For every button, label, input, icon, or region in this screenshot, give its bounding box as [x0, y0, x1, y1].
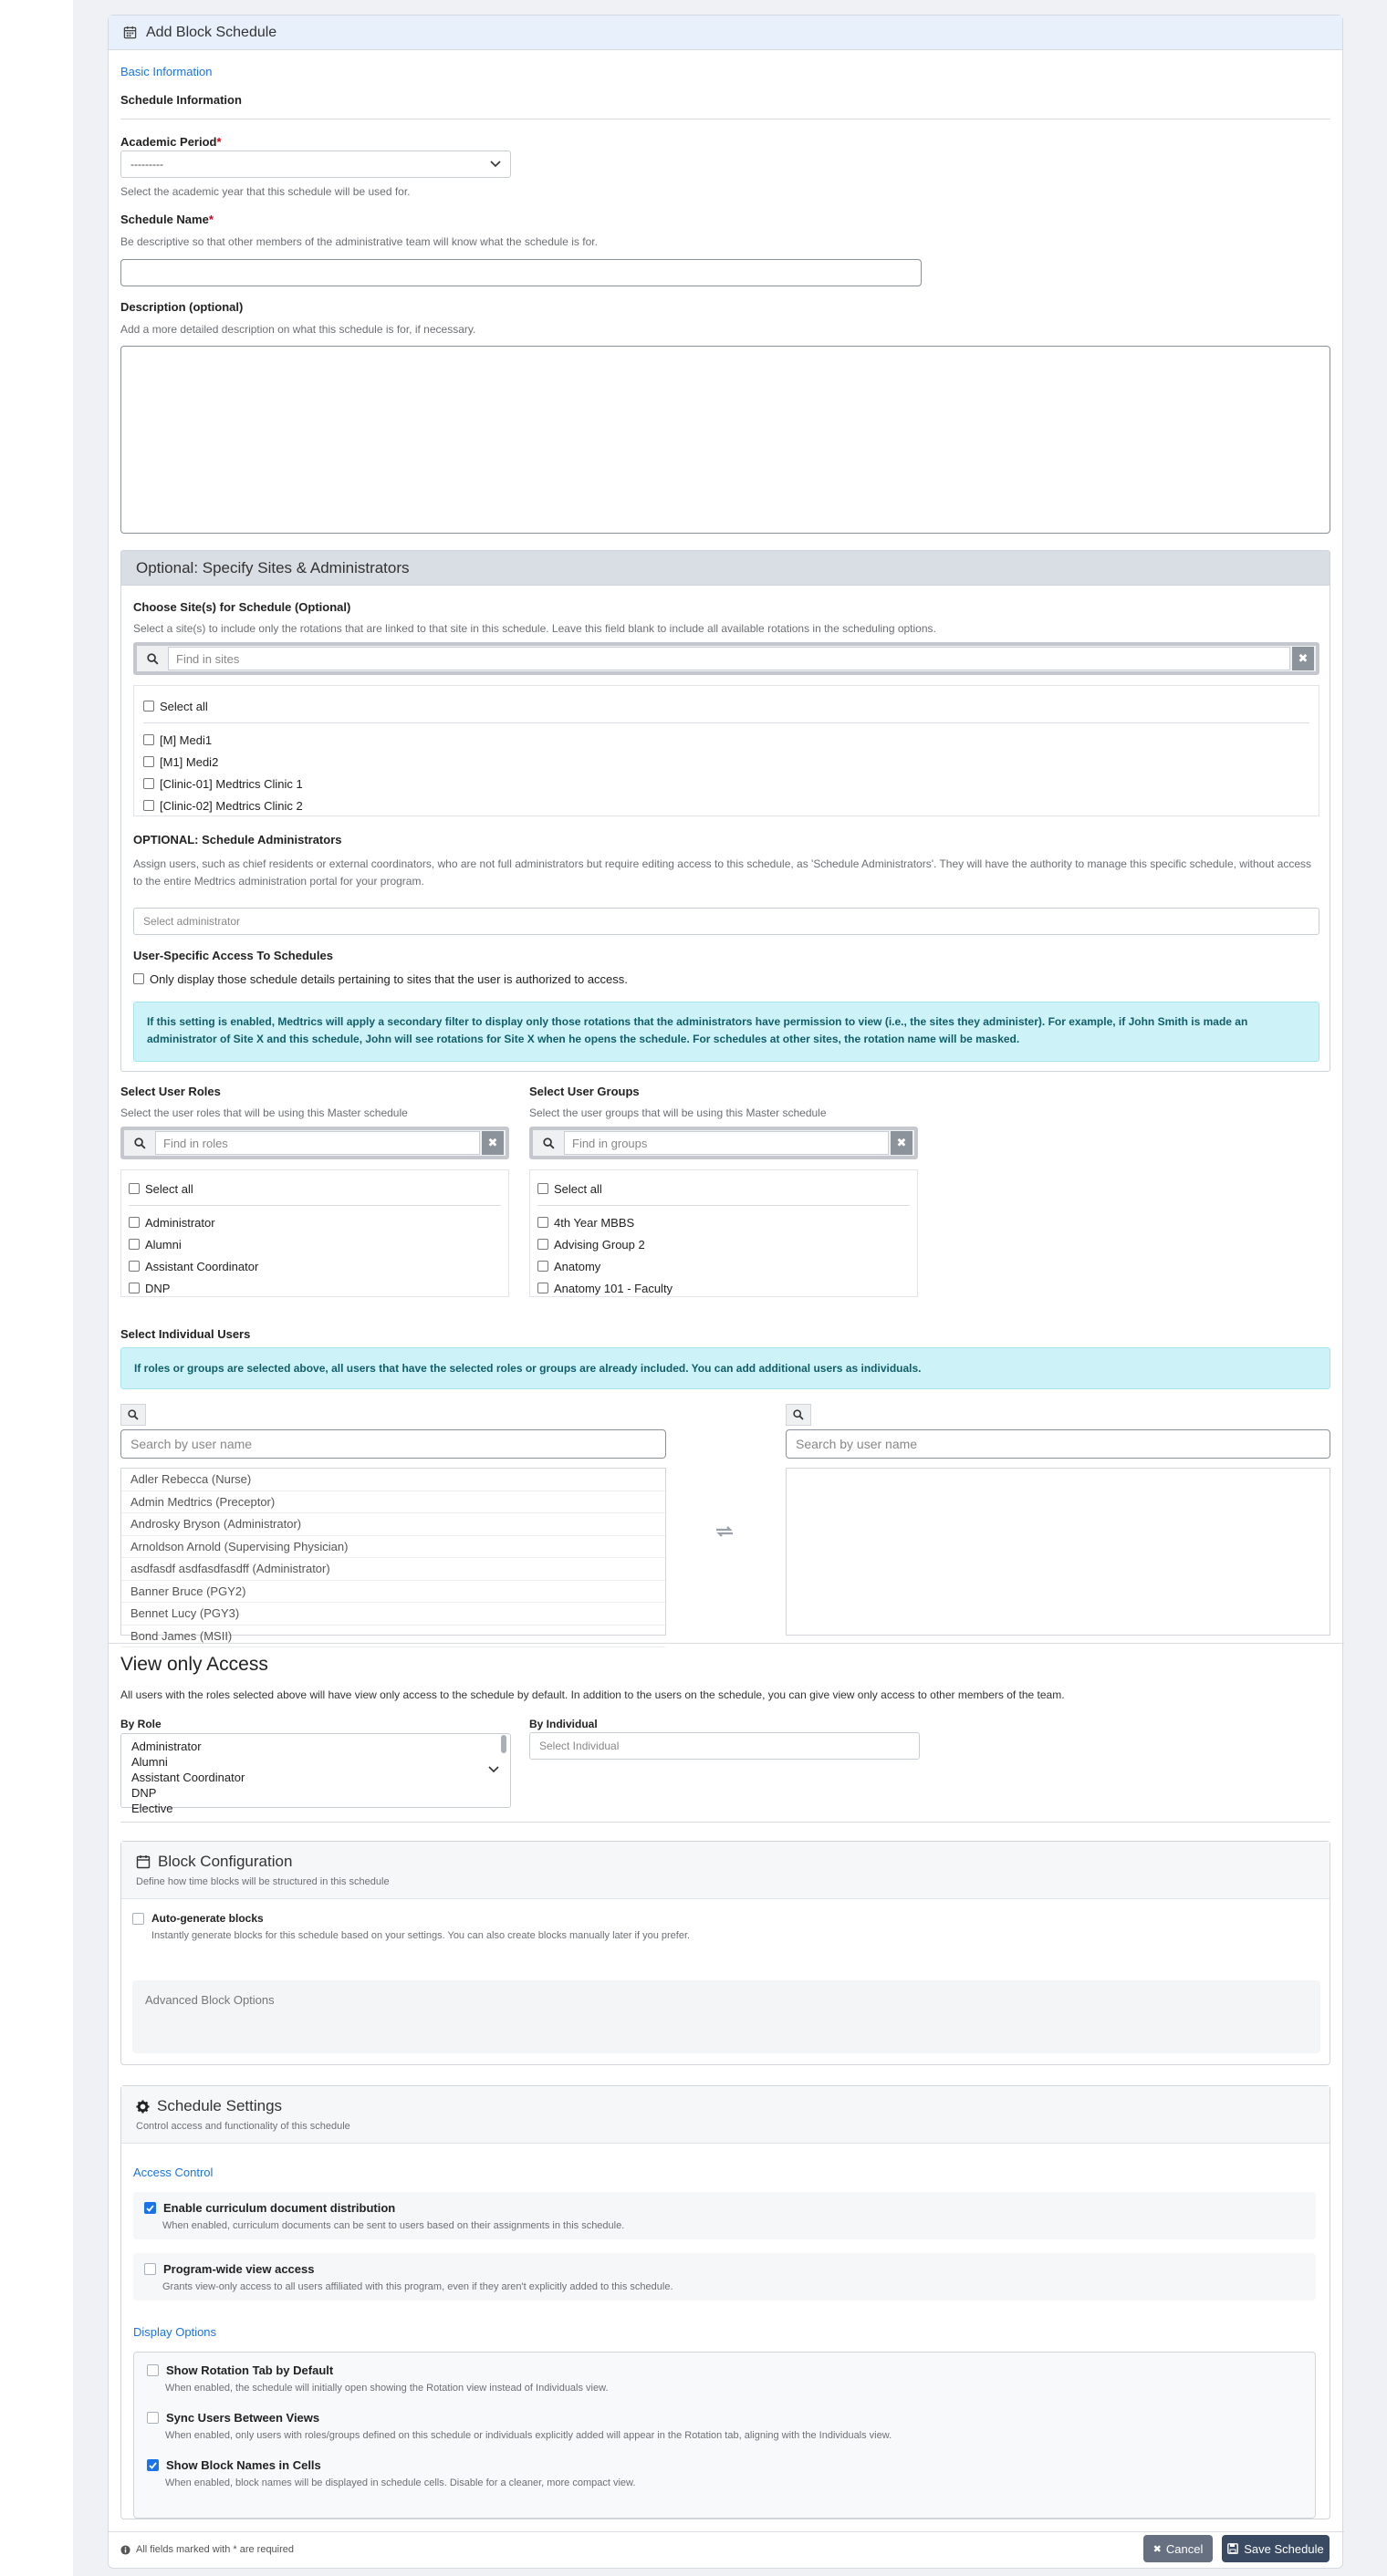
option-title: Program-wide view access [163, 2262, 315, 2276]
view-only-individual-select[interactable]: Select Individual [529, 1732, 920, 1760]
user-roles-label: Select User Roles [120, 1085, 221, 1098]
add-block-schedule-card [108, 15, 1343, 2569]
divider [143, 722, 1309, 723]
cancel-button[interactable]: ✖ Cancel [1143, 2535, 1213, 2562]
view-only-title: View only Access [120, 1654, 268, 1675]
view-only-description: All users with the roles selected above will have view only access to the schedule by default. In addition to the users on the schedule, you can give view only access to other members of the team. [120, 1688, 1065, 1701]
individual-users-alert: If roles or groups are selected above, all users that have the selected roles or groups are already included. You can add additional users as individuals. [120, 1347, 1330, 1389]
auto-generate-title: Auto-generate blocks [151, 1912, 264, 1925]
groups-clear-button[interactable]: ✖ [891, 1131, 912, 1155]
program-wide-access-checkbox[interactable] [144, 2263, 156, 2275]
checkbox[interactable] [143, 756, 154, 767]
sync-users-checkbox[interactable] [147, 2412, 159, 2424]
chevron-down-icon [488, 1766, 499, 1773]
curriculum-distribution-checkbox[interactable] [144, 2202, 156, 2214]
sites-list [133, 685, 1319, 816]
left-user-search-input[interactable]: Search by user name [120, 1429, 666, 1459]
schedule-name-help: Be descriptive so that other members of the administrative team will know what the schedule is for. [120, 235, 598, 248]
groups-select-all[interactable]: Select all [537, 1178, 917, 1200]
divider [120, 1822, 1330, 1823]
site-item[interactable]: [M] Medi1 [143, 729, 1319, 751]
scrollbar[interactable] [501, 1735, 506, 1753]
curriculum-distribution-option [133, 2192, 1316, 2239]
role-item[interactable]: DNP [129, 1277, 508, 1299]
advanced-block-options[interactable] [132, 1980, 1320, 2053]
divider [129, 1205, 501, 1206]
access-control-heading: Access Control [133, 2166, 214, 2179]
divider [109, 2531, 1344, 2532]
display-options-heading: Display Options [133, 2325, 217, 2339]
search-icon [124, 1130, 155, 1156]
display-options-group [133, 2352, 1316, 2519]
search-icon [137, 646, 168, 671]
card-header [109, 16, 1342, 50]
sites-clear-button[interactable]: ✖ [1292, 647, 1314, 670]
access-info-alert: If this setting is enabled, Medtrics will apply a secondary filter to display only those rotations that the administrators have permission to view (i.e., the sites they administer). For example, if John Smith is made an administrator of Site X and this schedule, John will see rotations for Site X when he opens the schedule. For schedules at other sites, the rotation name will be masked. [133, 1002, 1319, 1062]
user-groups-label: Select User Groups [529, 1085, 640, 1098]
checkbox[interactable] [129, 1283, 140, 1293]
view-only-roles-multiselect[interactable] [120, 1733, 511, 1815]
option-title: Show Rotation Tab by Default [166, 2363, 334, 2377]
selected-users-list [786, 1468, 1330, 1636]
option-title: Show Block Names in Cells [166, 2458, 321, 2472]
user-list-item[interactable]: Banner Bruce (PGY2) [121, 1581, 665, 1604]
group-item[interactable]: Advising Group 2 [537, 1233, 917, 1255]
gear-icon [136, 2100, 150, 2114]
checkbox[interactable] [537, 1183, 548, 1194]
administrator-select[interactable]: Select administrator [133, 908, 1319, 935]
block-configuration-subtitle: Define how time blocks will be structured in this schedule [136, 1876, 390, 1887]
transfer-icon[interactable] [714, 1525, 735, 1541]
checkbox[interactable] [143, 734, 154, 745]
search-icon [533, 1130, 564, 1156]
schedule-name-label: Schedule Name* [120, 213, 214, 226]
right-search-button[interactable] [786, 1404, 811, 1426]
show-rotation-tab-checkbox[interactable] [147, 2364, 159, 2376]
role-item[interactable]: Alumni [129, 1233, 508, 1255]
sites-administrators-panel [120, 550, 1330, 1072]
schedule-name-input[interactable] [120, 259, 922, 286]
academic-period-label: Academic Period* [120, 135, 222, 149]
schedule-settings-title: Schedule Settings [157, 2097, 283, 2114]
available-users-list [120, 1468, 666, 1643]
groups-search [529, 1127, 918, 1159]
site-item[interactable]: [Clinic-01] Medtrics Clinic 1 [143, 773, 1319, 795]
choose-sites-help: Select a site(s) to include only the rotations that are linked to that site in this schedule. Leave this field blank to include all available rotations in the scheduling options. [133, 622, 936, 635]
user-list-item[interactable]: Androsky Bryson (Administrator) [121, 1513, 665, 1536]
divider [109, 1643, 1344, 1644]
user-specific-access-checkbox-row[interactable]: Only display those schedule details pertaining to sites that the user is authorized to access. [133, 968, 628, 990]
roles-search-input[interactable]: Find in roles [155, 1131, 480, 1155]
user-list-item[interactable]: Arnoldson Arnold (Supervising Physician) [121, 1536, 665, 1559]
role-option[interactable]: Alumni [131, 1755, 168, 1769]
by-individual-label: By Individual [529, 1718, 598, 1730]
option-help: When enabled, the schedule will initially open showing the Rotation view instead of Individuals view. [165, 2383, 609, 2394]
checkbox[interactable] [133, 973, 144, 984]
calendar-icon [136, 1854, 151, 1869]
academic-period-select[interactable] [120, 151, 511, 178]
user-groups-help: Select the user groups that will be using this Master schedule [529, 1106, 827, 1119]
group-item[interactable]: Anatomy [537, 1255, 917, 1277]
show-block-names-option [147, 2458, 635, 2488]
checkbox[interactable] [129, 1261, 140, 1272]
roles-search [120, 1127, 509, 1159]
role-item[interactable]: Assistant Coordinator [129, 1255, 508, 1277]
option-help: When enabled, block names will be displayed in schedule cells. Disable for a cleaner, more compact view. [165, 2477, 636, 2488]
schedule-settings-header [121, 2086, 1330, 2144]
user-list-item[interactable]: Bennet Lucy (PGY3) [121, 1603, 665, 1626]
schedule-settings-section [120, 2085, 1330, 2519]
option-title: Enable curriculum document distribution [163, 2201, 396, 2215]
option-help: When enabled, curriculum documents can be sent to users based on their assignments in this schedule. [162, 2220, 625, 2231]
checkbox[interactable] [537, 1283, 548, 1293]
role-item[interactable]: Administrator [129, 1211, 508, 1233]
group-item[interactable]: Anatomy 101 - Faculty [537, 1277, 917, 1299]
role-option[interactable]: Assistant Coordinator [131, 1771, 245, 1784]
required-note: All fields marked with * are required [120, 2544, 294, 2555]
chevron-down-icon [490, 161, 501, 168]
user-roles-help: Select the user roles that will be using this Master schedule [120, 1106, 408, 1119]
site-item[interactable]: [M1] Medi2 [143, 751, 1319, 773]
role-option[interactable]: Administrator [131, 1740, 202, 1753]
checkbox[interactable] [143, 800, 154, 811]
advanced-block-options-label: Advanced Block Options [145, 1993, 275, 2007]
close-icon: ✖ [1152, 2543, 1162, 2555]
schedule-information-heading: Schedule Information [120, 93, 242, 107]
checkbox[interactable] [129, 1183, 140, 1194]
by-role-label: By Role [120, 1718, 162, 1730]
user-list-item[interactable]: Admin Medtrics (Preceptor) [121, 1491, 665, 1514]
checkbox[interactable] [537, 1217, 548, 1228]
role-option[interactable]: Elective [131, 1802, 173, 1815]
checkbox[interactable] [537, 1261, 548, 1272]
group-item[interactable]: 4th Year MBBS [537, 1211, 917, 1233]
left-search-button[interactable] [120, 1404, 146, 1426]
sites-search [133, 642, 1319, 675]
description-help: Add a more detailed description on what this schedule is for, if necessary. [120, 323, 476, 336]
description-label: Description (optional) [120, 300, 244, 314]
description-textarea[interactable] [120, 346, 1330, 534]
info-icon [120, 2545, 130, 2555]
roles-select-all[interactable]: Select all [129, 1178, 508, 1200]
auto-generate-checkbox[interactable] [132, 1913, 144, 1925]
calendar-icon [123, 26, 137, 39]
individual-users-label: Select Individual Users [120, 1327, 251, 1341]
user-list-item[interactable]: Bond James (MSII) [121, 1626, 665, 1648]
search-icon [128, 1409, 139, 1420]
right-user-search-input[interactable]: Search by user name [786, 1429, 1330, 1459]
site-item[interactable]: [Clinic-02] Medtrics Clinic 2 [143, 795, 1319, 816]
option-help: When enabled, only users with roles/groups defined on this schedule or individuals explicitly added will appear in the Rotation tab, aligning with the Individuals view. [165, 2430, 892, 2441]
checkbox[interactable] [537, 1239, 548, 1250]
search-icon [793, 1409, 804, 1420]
academic-period-help: Select the academic year that this schedule will be used for. [120, 185, 411, 198]
schedule-settings-subtitle: Control access and functionality of this schedule [136, 2121, 350, 2132]
show-rotation-tab-option [147, 2363, 609, 2394]
block-configuration-header [121, 1842, 1330, 1899]
program-wide-access-option [133, 2253, 1316, 2301]
schedule-administrators-help: Assign users, such as chief residents or external coordinators, who are not full administrators but require editing access to this schedule, as 'Schedule Administrators'. They will have the authority to manage this specific schedule, without access to the entire Medtrics administration portal for your program. [133, 857, 1312, 888]
save-schedule-button[interactable]: Save Schedule [1222, 2535, 1330, 2562]
user-list-item[interactable]: Adler Rebecca (Nurse) [121, 1469, 665, 1491]
save-icon [1227, 2543, 1238, 2554]
academic-period-value: --------- [130, 158, 163, 171]
left-gutter [0, 0, 73, 2576]
checkbox[interactable] [143, 701, 154, 712]
user-list-item[interactable]: asdfasdf asdfasdfasdff (Administrator) [121, 1558, 665, 1581]
auto-generate-option [121, 1899, 1330, 1941]
option-title: Sync Users Between Views [166, 2411, 320, 2425]
divider [537, 1205, 910, 1206]
checkbox[interactable] [143, 778, 154, 789]
sites-select-all[interactable]: Select all [143, 695, 1319, 717]
option-help: Grants view-only access to all users affiliated with this program, even if they aren't explicitly added to this schedule. [162, 2281, 673, 2292]
show-block-names-checkbox[interactable] [147, 2459, 159, 2471]
groups-search-input[interactable]: Find in groups [564, 1131, 889, 1155]
user-specific-access-label: User-Specific Access To Schedules [133, 949, 333, 962]
basic-information-link[interactable]: Basic Information [120, 65, 213, 78]
groups-list [529, 1169, 918, 1297]
card-title: Add Block Schedule [146, 24, 277, 40]
sync-users-option [147, 2411, 892, 2441]
checkbox[interactable] [129, 1217, 140, 1228]
schedule-administrators-label: OPTIONAL: Schedule Administrators [133, 833, 342, 847]
roles-clear-button[interactable]: ✖ [482, 1131, 504, 1155]
auto-generate-help: Instantly generate blocks for this schedule based on your settings. You can also create blocks manually later if you prefer. [151, 1930, 691, 1941]
block-configuration-title: Block Configuration [158, 1853, 293, 1870]
block-configuration-section [120, 1841, 1330, 2065]
checkbox[interactable] [129, 1239, 140, 1250]
roles-list [120, 1169, 509, 1297]
role-option[interactable]: DNP [131, 1786, 157, 1800]
sites-search-input[interactable]: Find in sites [168, 647, 1290, 670]
sites-panel-title: Optional: Specify Sites & Administrators [121, 551, 1330, 586]
choose-sites-label: Choose Site(s) for Schedule (Optional) [133, 600, 351, 614]
